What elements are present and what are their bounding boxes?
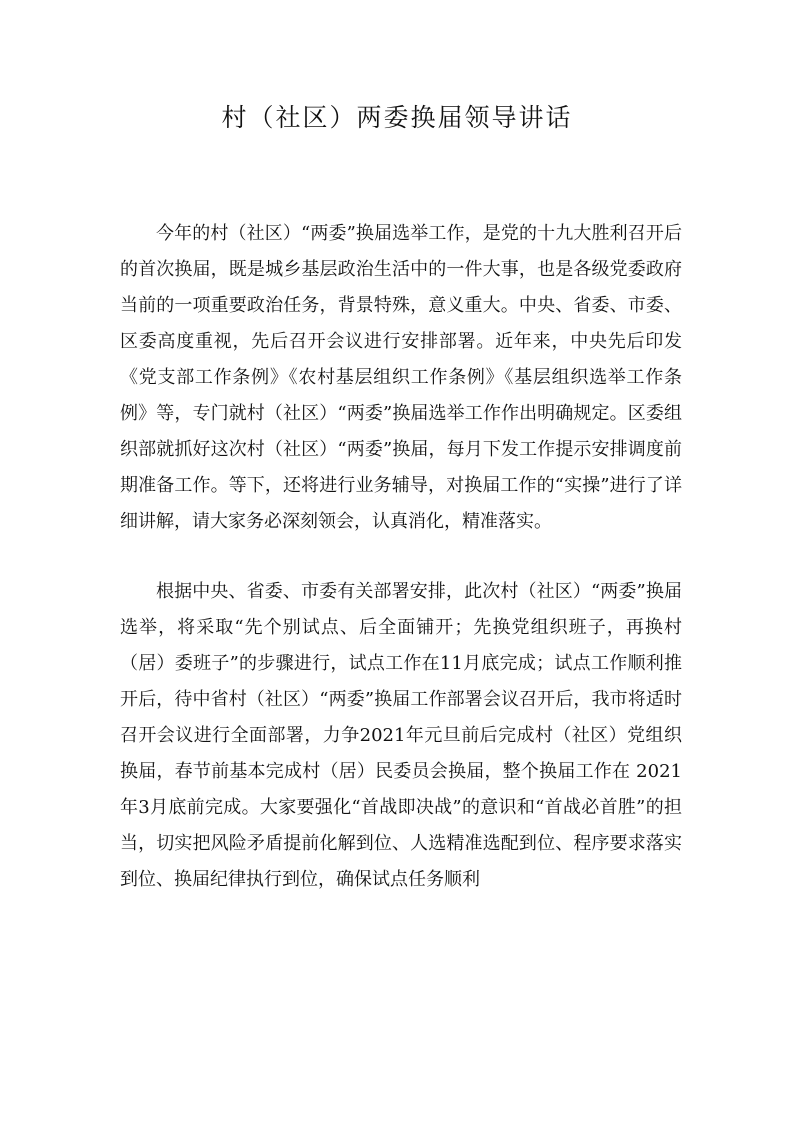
body-paragraph: 根据中央、省委、市委有关部署安排，此次村（社区）“两委”换届选举，将采取“先个别试点、后全面铺开；先换党组织班子，再换村（居）委班子”的步骤进行，试点工作在11月底完成；试点工作顺利推开后，待中省村（社区）“两委”换届工作部署会议召开后，我市将适时召开会议进行全面部署，力争2021年元旦前后完成村（社区）党组织换届，春节前基本完成村（居）民委员会换届，整个换届工作在 2021年3月底前完成。大家要强化“首战即决战”的意识和“首战必首胜”的担当，切实把风险矛盾提前化解到位、人选精准选配到位、程序要求落实到位、换届纪律执行到位，确保试点任务顺利 <box>120 581 682 890</box>
document-title: 村（社区）两委换届领导讲话 <box>221 103 573 132</box>
body-paragraph: 今年的村（社区）“两委”换届选举工作，是党的十九大胜利召开后的首次换届，既是城乡基层政治生活中的一件大事，也是各级党委政府当前的一项重要政治任务，背景特殊，意义重大。中央、省委、市委、区委高度重视，先后召开会议进行安排部署。近年来，中央先后印发《党支部工作条例》《农村基层组织工作条例》《基层组织选举工作条例》等，专门就村（社区）“两委”换届选举工作作出明确规定。区委组织部就抓好这次村（社区）“两委”换届，每月下发工作提示安排调度前期准备工作。等下，还将进行业务辅导，对换届工作的“实操”进行了详细讲解，请大家务必深刻领会，认真消化，精准落实。 <box>120 223 682 532</box>
document-body <box>120 216 682 898</box>
